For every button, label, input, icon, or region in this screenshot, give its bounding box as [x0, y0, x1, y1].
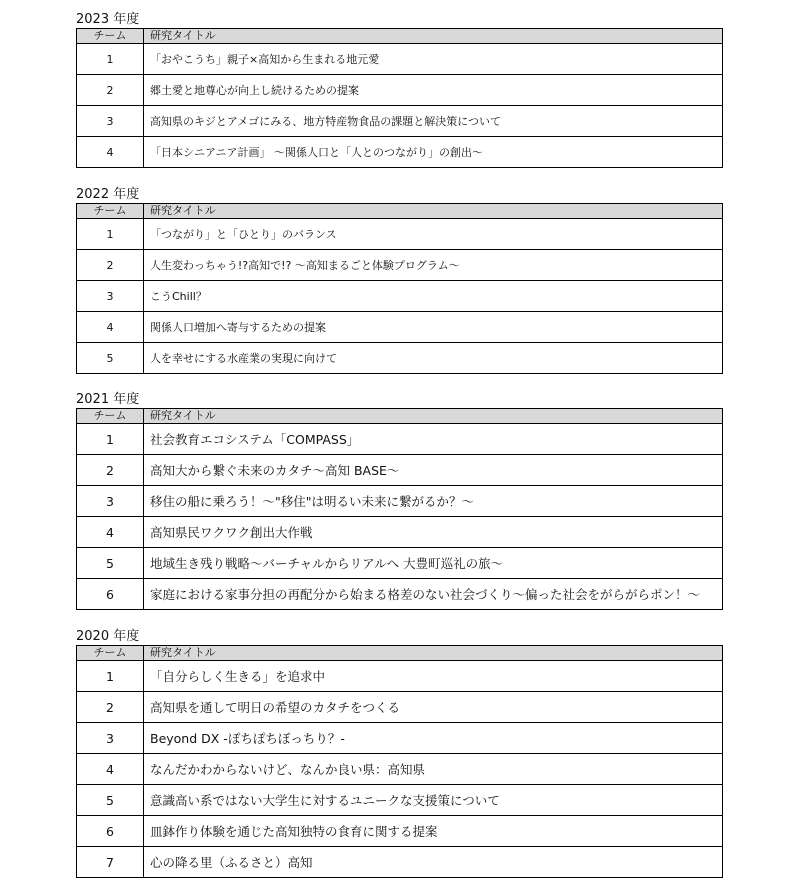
table-row	[77, 137, 723, 168]
team-number: 4	[77, 137, 144, 168]
research-title: 関係人口増加へ寄与するための提案	[144, 312, 723, 343]
table-row	[77, 312, 723, 343]
table-row	[77, 723, 723, 754]
team-number: 4	[77, 312, 144, 343]
section-2023	[76, 12, 723, 168]
team-number: 1	[77, 219, 144, 250]
table-row	[77, 548, 723, 579]
team-number: 5	[77, 343, 144, 374]
table-row	[77, 692, 723, 723]
team-number: 7	[77, 847, 144, 878]
table-row	[77, 75, 723, 106]
header-team: チーム	[77, 29, 144, 44]
table-row	[77, 455, 723, 486]
table-row	[77, 106, 723, 137]
team-number: 3	[77, 281, 144, 312]
team-number: 2	[77, 455, 144, 486]
team-number: 2	[77, 75, 144, 106]
header-team: チーム	[77, 409, 144, 424]
research-title: 「つながり」と「ひとり」のバランス	[144, 219, 723, 250]
team-number: 3	[77, 723, 144, 754]
research-title: 高知大から繋ぐ未来のカタチ～高知 BASE～	[144, 455, 723, 486]
team-number: 1	[77, 661, 144, 692]
year-title: 2022 年度	[76, 187, 140, 202]
table-row	[77, 816, 723, 847]
research-title: なんだかわからないけど、なんか良い県：高知県	[144, 754, 723, 785]
table-row	[77, 847, 723, 878]
table-row	[77, 281, 723, 312]
research-title: 移住の船に乗ろう！～"移住"は明るい未来に繋がるか？～	[144, 486, 723, 517]
section-2021	[76, 392, 723, 610]
team-number: 1	[77, 424, 144, 455]
header-title: 研究タイトル	[144, 646, 723, 661]
research-title: 地域生き残り戦略～バーチャルからリアルへ 大豊町巡礼の旅～	[144, 548, 723, 579]
team-number: 2	[77, 250, 144, 281]
research-table	[76, 408, 723, 610]
table-row	[77, 424, 723, 455]
research-title: 皿鉢作り体験を通じた高知独特の食育に関する提案	[144, 816, 723, 847]
research-title: 家庭における家事分担の再配分から始まる格差のない社会づくり～偏った社会をがらがらポン！～	[144, 579, 723, 610]
section-2020	[76, 629, 723, 878]
table-row	[77, 44, 723, 75]
table-row	[77, 661, 723, 692]
research-title: Beyond DX -ぽちぽちぼっちり？-	[144, 723, 723, 754]
table-row	[77, 579, 723, 610]
header-team: チーム	[77, 204, 144, 219]
year-title: 2023 年度	[76, 12, 140, 27]
header-team: チーム	[77, 646, 144, 661]
research-title: 人を幸せにする水産業の実現に向けて	[144, 343, 723, 374]
table-row	[77, 343, 723, 374]
research-title: 心の降る里（ふるさと）高知	[144, 847, 723, 878]
team-number: 6	[77, 579, 144, 610]
table-header	[77, 29, 723, 44]
research-title: 郷土愛と地尊心が向上し続けるための提案	[144, 75, 723, 106]
header-title: 研究タイトル	[144, 409, 723, 424]
research-title: 高知県を通して明日の希望のカタチをつくる	[144, 692, 723, 723]
table-row	[77, 754, 723, 785]
header-title: 研究タイトル	[144, 29, 723, 44]
research-table	[76, 28, 723, 168]
table-row	[77, 250, 723, 281]
research-title: 「おやこうち」親子×高知から生まれる地元愛	[144, 44, 723, 75]
section-2022	[76, 187, 723, 374]
team-number: 4	[77, 754, 144, 785]
team-number: 5	[77, 548, 144, 579]
team-number: 5	[77, 785, 144, 816]
team-number: 4	[77, 517, 144, 548]
table-header	[77, 204, 723, 219]
research-title: 高知県のキジとアメゴにみる、地方特産物食品の課題と解決策について	[144, 106, 723, 137]
research-title: 「自分らしく生きる」を追求中	[144, 661, 723, 692]
research-title: こうChill？	[144, 281, 723, 312]
table-row	[77, 517, 723, 548]
team-number: 1	[77, 44, 144, 75]
team-number: 3	[77, 106, 144, 137]
research-title: 人生変わっちゃう!?高知で!? ～高知まるごと体験プログラム～	[144, 250, 723, 281]
research-table	[76, 203, 723, 374]
research-table	[76, 645, 723, 878]
team-number: 3	[77, 486, 144, 517]
table-header	[77, 646, 723, 661]
research-title: 「日本シニアニア計画」 ～関係人口と「人とのつながり」の創出～	[144, 137, 723, 168]
research-title: 社会教育エコシステム「COMPASS」	[144, 424, 723, 455]
table-row	[77, 219, 723, 250]
team-number: 6	[77, 816, 144, 847]
year-title: 2020 年度	[76, 629, 140, 644]
header-title: 研究タイトル	[144, 204, 723, 219]
research-title: 意識高い系ではない大学生に対するユニークな支援策について	[144, 785, 723, 816]
table-row	[77, 785, 723, 816]
table-row	[77, 486, 723, 517]
research-title: 高知県民ワクワク創出大作戦	[144, 517, 723, 548]
year-title: 2021 年度	[76, 392, 140, 407]
table-header	[77, 409, 723, 424]
team-number: 2	[77, 692, 144, 723]
